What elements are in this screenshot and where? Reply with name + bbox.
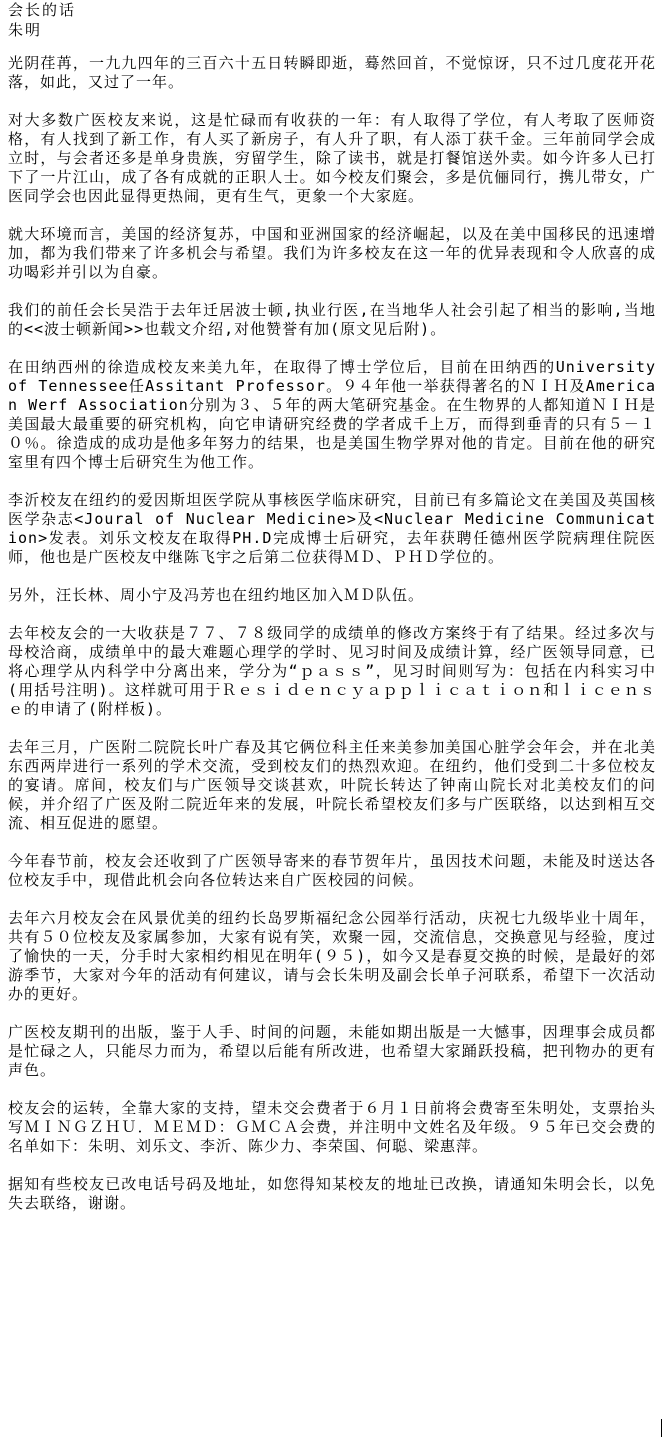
paragraph: 光阴荏苒，一九九四年的三百六十五日转瞬即逝，蓦然回首，不觉惊讶，只不过几度花开花落，如此，又过了一年。 [8, 54, 656, 91]
paragraph: 另外，汪长林、周小宁及冯芳也在纽约地区加入ＭＤ队伍。 [8, 586, 425, 604]
document-page [8, 0, 656, 1232]
document-author: 朱明 [8, 21, 43, 39]
paragraph: 李沂校友在纽约的爱因斯坦医学院从事核医学临床研究，目前已有多篇论文在美国及英国核医学杂志<Joural of Nuclear Medicine>及<Nuclear Medicine Communication>发表。刘乐文校友在取得PH.D完成博士后研究，去年获聘任德州医学院病理住院医师，他也是广医校友中继陈飞宇之后第二位获得ＭＤ、ＰＨＤ学位的。 [8, 491, 656, 566]
paragraph: 据知有些校友已改电话号码及地址，如您得知某校友的地址已改换，请通知朱明会长，以免失去联络，谢谢。 [8, 1175, 656, 1212]
paragraph: 我们的前任会长吴浩于去年迁居波士顿,执业行医,在当地华人社会引起了相当的影响,当地的<<波士顿新闻>>也载文介绍,对他赞誉有加(原文见后附)。 [8, 301, 656, 338]
paragraph: 在田纳西州的徐造成校友来美九年，在取得了博士学位后，目前在田纳西的University of Tennessee任Assitant Professor。９４年他一举获得著名的ＮＩＨ及American Werf Association分别为３、５年的两大笔研究基金。在生物界的人都知道ＮＩＨ是美国最大最重要的研究机构，向它申请研究经费的学者成千上万，而得到垂青的只有５－１０％。徐造成的成功是他多年努力的结果，也是美国生物学界对他的肯定。目前在他的研究室里有四个博士后研究生为他工作。 [8, 358, 656, 471]
document-title: 会长的话 [8, 1, 77, 19]
paragraph: 广医校友期刊的出版，鉴于人手、时间的问题，未能如期出版是一大憾事，因理事会成员都是忙碌之人，只能尽力而为，希望以后能有所改进，也希望大家踊跃投稿，把刊物办的更有声色。 [8, 1023, 656, 1079]
text-cursor [661, 1419, 662, 1437]
paragraph: 今年春节前，校友会还收到了广医领导寄来的春节贺年片，虽因技术问题，未能及时送达各位校友手中，现借此机会向各位转达来自广医校园的问候。 [8, 852, 656, 889]
paragraph: 就大环境而言，美国的经济复苏，中国和亚洲国家的经济崛起，以及在美中国移民的迅速增加，都为我们带来了许多机会与希望。我们为许多校友在这一年的优异表现和令人欣喜的成功喝彩并引以为自豪。 [8, 225, 656, 281]
paragraph: 去年三月，广医附二院院长叶广春及其它俩位科主任来美参加美国心脏学会年会，并在北美东西两岸进行一系列的学术交流，受到校友们的热烈欢迎。在纽约，他们受到二十多位校友的宴请。席间，校友们与广医领导交谈甚欢，叶院长转达了钟南山院长对北美校友们的问候，并介绍了广医及附二院近年来的发展，叶院长希望校友们多与广医联络，以达到相互交流、相互促进的愿望。 [8, 738, 656, 832]
paragraph: 对大多数广医校友来说，这是忙碌而有收获的一年：有人取得了学位，有人考取了医师资格，有人找到了新工作，有人买了新房子，有人升了职，有人添丁获千金。三年前同学会成立时，与会者还多是单身贵族，穷留学生，除了读书，就是打餐馆送外卖。如今许多人已打下了一片江山，成了各有成就的正职人士。如今校友们聚会，多是伉俪同行，携儿带女，广医同学会也因此显得更热闹，更有生气，更象一个大家庭。 [8, 111, 656, 205]
paragraph: 去年校友会的一大收获是７７、７８级同学的成绩单的修改方案终于有了结果。经过多次与母校洽商，成绩单中的最大难题心理学的学时、见习时间及成绩计算，经广医领导同意，已将心理学从内科学中分离出来，学分为“ｐａｓｓ”，见习时间则写为：包括在内科实习中(用括号注明)。这样就可用于Ｒｅｓｉｄｅｎｃｙａｐｐｌｉｃａｔｉｏｎ和ｌｉｃｅｎｓｅ的申请了(附样板)。 [8, 624, 656, 718]
paragraph: 去年六月校友会在风景优美的纽约长岛罗斯福纪念公园举行活动，庆祝七九级毕业十周年，共有５０位校友及家属参加，大家有说有笑，欢聚一园，交流信息，交换意见与经验，度过了愉快的一天，分手时大家相约相见在明年(９５)，如今又是春夏交换的时候，是最好的郊游季节，大家对今年的活动有何建议，请与会长朱明及副会长单子河联系，希望下一次活动办的更好。 [8, 909, 656, 1003]
paragraph: 校友会的运转，全靠大家的支持，望未交会费者于６月１日前将会费寄至朱明处，支票抬头写ＭＩＮＧＺＨＵ．ＭＥＭＤ：ＧＭＣＡ会费，并注明中文姓名及年级。９５年已交会费的名单如下：朱明、刘乐文、李沂、陈少力、李荣国、何聪、梁惠萍。 [8, 1099, 656, 1155]
document-body [8, 54, 656, 1213]
